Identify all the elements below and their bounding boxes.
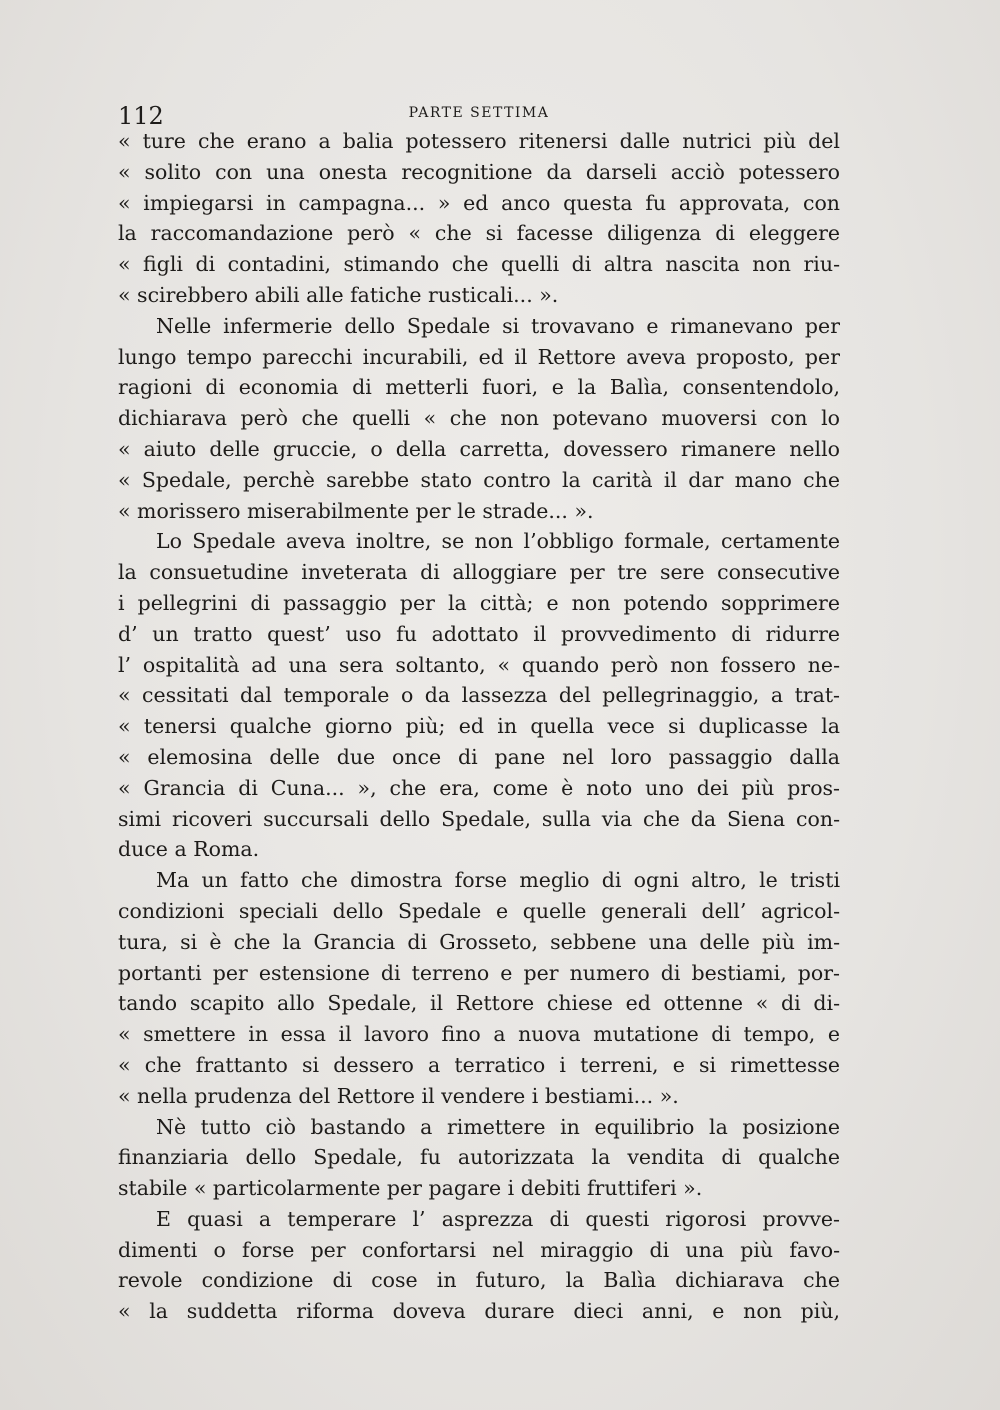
- text-line: tando scapito allo Spedale, il Rettore chiese ed ottenne « di di-: [118, 991, 840, 1016]
- text-line: simi ricoveri succursali dello Spedale, sulla via che da Siena con-: [118, 806, 840, 831]
- text-line: « figli di contadini, stimando che quelli di altra nascita non riu-: [118, 252, 840, 277]
- text-line: E quasi a temperare l’ asprezza di questi rigorosi provve-: [156, 1206, 840, 1231]
- body-text: [118, 126, 840, 1327]
- text-line: « smettere in essa il lavoro fino a nuova mutatione di tempo, e: [118, 1022, 840, 1047]
- text-line: Ma un fatto che dimostra forse meglio di ogni altro, le tristi: [156, 868, 840, 893]
- text-line: condizioni speciali dello Spedale e quelle generali dell’ agricol-: [118, 898, 840, 923]
- text-line: l’ ospitalità ad una sera soltanto, « quando però non fossero ne-: [118, 652, 840, 677]
- text-line: lungo tempo parecchi incurabili, ed il Rettore aveva proposto, per: [118, 344, 840, 369]
- text-line: Lo Spedale aveva inoltre, se non l’obbligo formale, certamente: [156, 529, 840, 554]
- text-line: tura, si è che la Grancia di Grosseto, sebbene una delle più im-: [118, 929, 840, 954]
- text-line: « che frattanto si dessero a terratico i terreni, e si rimettesse: [118, 1052, 840, 1077]
- text-line: Nè tutto ciò bastando a rimettere in equilibrio la posizione: [156, 1114, 840, 1139]
- text-line: revole condizione di cose in futuro, la Balìa dichiarava che: [118, 1268, 840, 1293]
- text-line: duce a Roma.: [118, 837, 260, 862]
- text-line: « elemosina delle due once di pane nel loro passaggio dalla: [118, 744, 840, 769]
- text-line: « la suddetta riforma doveva durare dieci anni, e non più,: [118, 1299, 840, 1324]
- text-line: i pellegrini di passaggio per la città; e non potendo sopprimere: [118, 590, 840, 615]
- text-line: stabile « particolarmente per pagare i debiti fruttiferi ».: [118, 1176, 703, 1201]
- text-line: « nella prudenza del Rettore il vendere i bestiami... ».: [118, 1083, 679, 1108]
- text-line: Nelle infermerie dello Spedale si trovavano e rimanevano per: [156, 313, 840, 338]
- text-line: « ture che erano a balia potessero ritenersi dalle nutrici più del: [118, 129, 840, 153]
- page-number: 112: [118, 102, 164, 130]
- text-line: « solito con una onesta recognitione da darseli acciò potessero: [118, 159, 840, 184]
- text-line: ragioni di economia di metterli fuori, e la Balìa, consentendolo,: [118, 375, 840, 400]
- text-line: « Spedale, perchè sarebbe stato contro la carità il dar mano che: [118, 467, 840, 492]
- text-line: la consuetudine inveterata di alloggiare per tre sere consecutive: [118, 560, 840, 585]
- running-title: PARTE SETTIMA: [408, 105, 550, 121]
- text-line: « scirebbero abili alle fatiche rusticali... ».: [118, 282, 559, 307]
- text-line: dichiarava però che quelli « che non potevano muoversi con lo: [118, 406, 840, 431]
- text-line: finanziaria dello Spedale, fu autorizzata la vendita di qualche: [118, 1145, 840, 1170]
- text-line: la raccomandazione però « che si facesse diligenza di eleggere: [118, 221, 840, 246]
- text-line: « morissero miserabilmente per le strade... ».: [118, 498, 594, 523]
- text-line: d’ un tratto quest’ uso fu adottato il provvedimento di ridurre: [118, 621, 840, 646]
- text-line: « tenersi qualche giorno più; ed in quella vece si duplicasse la: [118, 714, 840, 739]
- text-line: « impiegarsi in campagna... » ed anco questa fu approvata, con: [118, 190, 840, 215]
- text-line: « cessitati dal temporale o da lassezza del pellegrinaggio, a trat-: [118, 683, 840, 708]
- text-line: dimenti o forse per confortarsi nel miraggio di una più favo-: [118, 1237, 840, 1262]
- text-line: « aiuto delle gruccie, o della carretta, dovessero rimanere nello: [118, 436, 840, 461]
- text-line: portanti per estensione di terreno e per numero di bestiami, por-: [118, 960, 840, 985]
- text-line: « Grancia di Cuna... », che era, come è noto uno dei più pros-: [118, 775, 840, 800]
